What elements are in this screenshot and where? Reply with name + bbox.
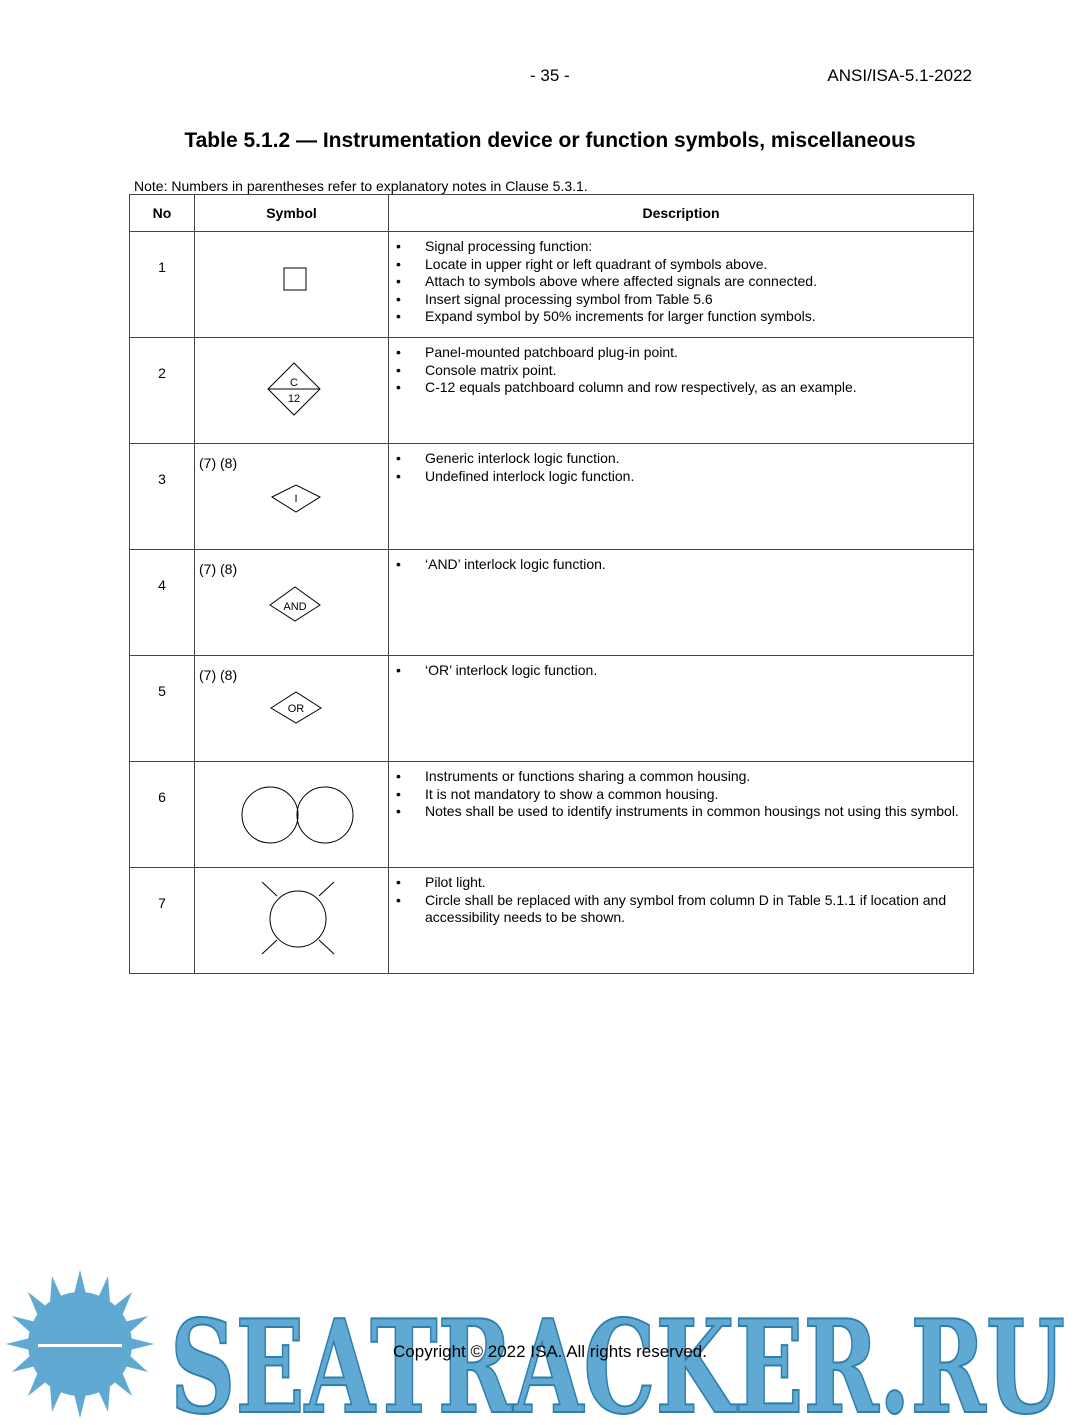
- row-no-cell: [130, 656, 195, 762]
- description-item: • Panel-mounted patchboard plug-in point.: [425, 344, 969, 362]
- table-header-row: [130, 195, 974, 232]
- description-item: • Console matrix point.: [425, 362, 969, 380]
- row-number: 6: [158, 789, 166, 805]
- table-row: [130, 762, 974, 868]
- and-diamond-icon: [195, 550, 389, 655]
- table-row: [130, 656, 974, 762]
- description-item: • It is not mandatory to show a common housing.: [425, 786, 969, 804]
- description-cell: [389, 338, 974, 444]
- note-references: (7) (8): [199, 667, 238, 683]
- table-row: [130, 338, 974, 444]
- description-cell: [389, 550, 974, 656]
- row-number: 3: [158, 471, 166, 487]
- description-item: • ‘AND’ interlock logic function.: [425, 556, 969, 574]
- table-row: [130, 868, 974, 974]
- row-no-cell: [130, 232, 195, 338]
- description-item: • Pilot light.: [425, 874, 969, 892]
- note-references: (7) (8): [199, 455, 238, 471]
- description-cell: [389, 656, 974, 762]
- standard-designation: ANSI/ISA-5.1-2022: [827, 66, 972, 85]
- symbol-label: I: [294, 493, 298, 505]
- square-signal-processing-icon: [195, 232, 389, 337]
- description-item: • Locate in upper right or left quadrant of symbols above.: [425, 256, 969, 274]
- table-title: Table 5.1.2 — Instrumentation device or function symbols, miscellaneous: [184, 129, 916, 152]
- symbol-cell: [195, 550, 389, 656]
- symbol-cell: [195, 338, 389, 444]
- description-item: • C-12 equals patchboard column and row respectively, as an example.: [425, 379, 969, 397]
- or-diamond-icon: [195, 656, 389, 761]
- description-item: • Insert signal processing symbol from Table 5.6: [425, 291, 969, 309]
- watermark-text: SEATRACKER.RU: [170, 1293, 1065, 1425]
- symbol-label-bottom: 12: [287, 393, 301, 405]
- description-item: • Undefined interlock logic function.: [425, 468, 969, 486]
- symbol-cell: [195, 868, 389, 974]
- row-no-cell: [130, 550, 195, 656]
- symbol-cell: [195, 232, 389, 338]
- header-no: No: [130, 195, 195, 232]
- description-item: • Generic interlock logic function.: [425, 450, 969, 468]
- symbol-label-top: C: [290, 377, 298, 389]
- symbol-label: AND: [283, 601, 307, 613]
- page-number: - 35 -: [530, 66, 570, 85]
- symbol-cell: [195, 656, 389, 762]
- row-number: 4: [158, 577, 166, 593]
- description-item: • Expand symbol by 50% increments for larger function symbols.: [425, 308, 969, 326]
- symbol-label: OR: [287, 703, 305, 715]
- description-item: • Instruments or functions sharing a common housing.: [425, 768, 969, 786]
- row-no-cell: [130, 338, 195, 444]
- description-item: • Notes shall be used to identify instruments in common housings not using this symbol.: [425, 803, 969, 821]
- copyright-footer: Copyright © 2022 ISA. All rights reserved.: [393, 1342, 707, 1361]
- symbol-cell: [195, 444, 389, 550]
- description-item: • ‘OR’ interlock logic function.: [425, 662, 969, 680]
- table-row: [130, 232, 974, 338]
- table-row: [130, 444, 974, 550]
- pilot-light-icon: [195, 868, 389, 973]
- row-number: 5: [158, 683, 166, 699]
- row-no-cell: [130, 868, 195, 974]
- description-cell: [389, 868, 974, 974]
- description-cell: [389, 232, 974, 338]
- note-references: (7) (8): [199, 561, 238, 577]
- table-note: Note: Numbers in parentheses refer to explanatory notes in Clause 5.3.1.: [134, 178, 588, 194]
- symbols-table: [129, 194, 974, 974]
- row-number: 2: [158, 365, 166, 381]
- description-cell: [389, 444, 974, 550]
- description-item: • Circle shall be replaced with any symbol from column D in Table 5.1.1 if location and accessibility needs to be shown.: [425, 892, 969, 927]
- description-item: • Attach to symbols above where affected signals are connected.: [425, 273, 969, 291]
- row-number: 1: [158, 259, 166, 275]
- header-description: Description: [389, 195, 974, 232]
- description-item: • Signal processing function:: [425, 238, 969, 256]
- row-no-cell: [130, 444, 195, 550]
- patchboard-diamond-icon: [195, 338, 389, 443]
- symbol-cell: [195, 762, 389, 868]
- header-symbol: Symbol: [195, 195, 389, 232]
- row-no-cell: [130, 762, 195, 868]
- table-row: [130, 550, 974, 656]
- common-housing-circles-icon: [195, 762, 389, 867]
- row-number: 7: [158, 895, 166, 911]
- description-cell: [389, 762, 974, 868]
- interlock-diamond-icon: [195, 444, 389, 549]
